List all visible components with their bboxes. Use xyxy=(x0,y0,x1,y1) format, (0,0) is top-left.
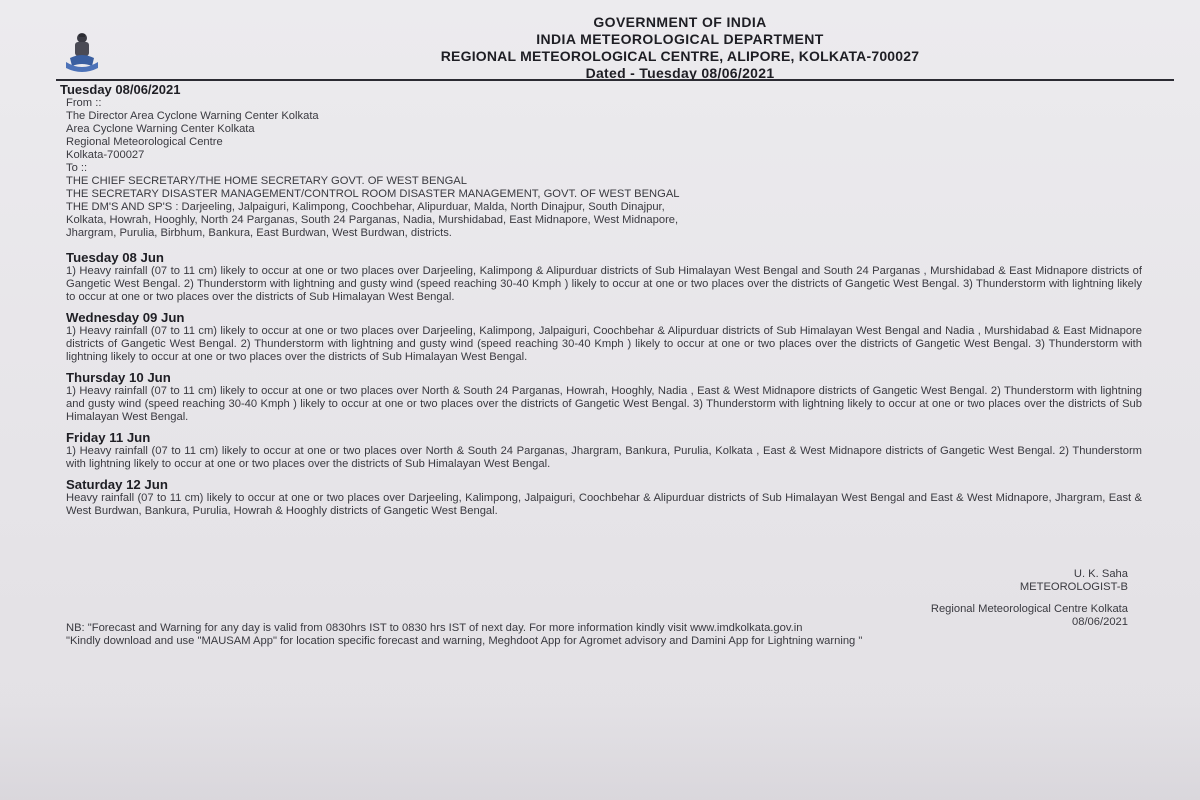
forecast-text: 1) Heavy rainfall (07 to 11 cm) likely to occur at one or two places over North & South 24 Parganas, Jhargram, Bankura, Purulia, Kolkata , East & West Midnapore districts of Gangetic West Bengal. 2) Thunderstorm with lightning likely to occur at one or two places over the districts of Sub Himalayan West Bengal. xyxy=(66,445,1142,470)
forecast-text: 1) Heavy rainfall (07 to 11 cm) likely to occur at one or two places over North & South 24 Parganas, Howrah, Hooghly, Nadia , East & West Midnapore districts of Gangetic West Bengal. 2) Thunderstorm with lightning and gusty wind (speed reaching 30-40 Kmph ) likely to occur at one or two places over the districts of Gangetic West Bengal. 3) Thunderstorm with lightning likely to occur at one or two places over the districts of Sub Himalayan West Bengal. xyxy=(66,385,1142,423)
letterhead-line-department: INDIA METEOROLOGICAL DEPARTMENT xyxy=(536,31,824,47)
to-line: Jhargram, Purulia, Birbhum, Bankura, East Burdwan, West Burdwan, districts. xyxy=(66,227,452,239)
to-line: THE DM'S AND SP'S : Darjeeling, Jalpaiguri, Kalimpong, Coochbehar, Alipurduar, Malda, North Dinajpur, South Dinajpur, xyxy=(66,201,665,213)
nb-note: NB: "Forecast and Warning for any day is valid from 0830hrs IST to 0830 hrs IST of next day. For more information kindly visit www.imdkolkata.gov.in xyxy=(66,622,803,634)
to-line: THE CHIEF SECRETARY/THE HOME SECRETARY GOVT. OF WEST BENGAL xyxy=(66,175,467,187)
forecast-day-heading: Thursday 10 Jun xyxy=(66,370,171,385)
forecast-text: Heavy rainfall (07 to 11 cm) likely to occur at one or two places over Darjeeling, Kalimpong, Jalpaiguri, Coochbehar & Alipurduar districts of Sub Himalayan West Bengal and East & West Midnapore, Jhargram, East & West Burdwan, Bankura, Purulia, Howrah & Hooghly districts of Gangetic West Bengal. xyxy=(66,492,1142,517)
forecast-day-heading: Friday 11 Jun xyxy=(66,430,151,445)
to-label: To :: xyxy=(66,162,88,174)
to-line: Kolkata, Howrah, Hooghly, North 24 Parganas, South 24 Parganas, Nadia, Murshidabad, East Midnapore, West Midnapore, xyxy=(66,214,679,226)
signature-block xyxy=(1020,568,1128,594)
header-divider xyxy=(56,79,1174,81)
date-heading: Tuesday 08/06/2021 xyxy=(60,82,181,97)
forecast-day-heading: Saturday 12 Jun xyxy=(66,477,168,492)
from-line: Regional Meteorological Centre xyxy=(66,136,223,148)
page-shadow xyxy=(0,700,1200,800)
letterhead xyxy=(180,14,1180,82)
to-line: THE SECRETARY DISASTER MANAGEMENT/CONTROL ROOM DISASTER MANAGEMENT, GOVT. OF WEST BENGAL xyxy=(66,188,680,200)
letter-body xyxy=(60,82,1142,518)
from-line: The Director Area Cyclone Warning Center Kolkata xyxy=(66,110,319,122)
signatory-name: U. K. Saha xyxy=(1073,568,1128,580)
from-line: Kolkata-700027 xyxy=(66,149,145,161)
national-emblem-icon xyxy=(58,28,106,76)
from-line: Area Cyclone Warning Center Kolkata xyxy=(66,123,255,135)
issuing-centre-name: Regional Meteorological Centre Kolkata xyxy=(930,603,1128,615)
forecast-day-heading: Tuesday 08 Jun xyxy=(66,250,164,265)
letterhead-line-centre: REGIONAL METEOROLOGICAL CENTRE, ALIPORE, KOLKATA-700027 xyxy=(440,48,920,64)
letterhead-line-government: GOVERNMENT OF INDIA xyxy=(593,14,767,30)
letterhead-line-dated: Dated - Tuesday 08/06/2021 xyxy=(585,65,775,81)
apps-note: "Kindly download and use "MAUSAM App" for location specific forecast and warning, Meghdoot App for Agromet advisory and Damini App for Lightning warning " xyxy=(66,635,863,647)
forecast-text: 1) Heavy rainfall (07 to 11 cm) likely to occur at one or two places over Darjeeling, Kalimpong, Jalpaiguri, Coochbehar & Alipurduar districts of Sub Himalayan West Bengal and Nadia , Murshidabad & East Midnapore districts of Gangetic West Bengal. 2) Thunderstorm with lightning and gusty wind (speed reaching 30-40 Kmph ) likely to occur at one or two places over the districts of Gangetic West Bengal. 3) Thunderstorm with lightning likely to occur at one or two places over the districts of Sub Himalayan West Bengal. xyxy=(66,325,1142,363)
notes-block xyxy=(66,622,1146,648)
from-block xyxy=(66,97,1142,162)
issuing-date: 08/06/2021 xyxy=(1072,616,1128,628)
to-block xyxy=(66,162,1142,240)
forecast-day-heading: Wednesday 09 Jun xyxy=(66,310,185,325)
from-label: From :: xyxy=(66,97,102,109)
forecast-text: 1) Heavy rainfall (07 to 11 cm) likely to occur at one or two places over Darjeeling, Kalimpong & Alipurduar districts of Sub Himalayan West Bengal and South 24 Parganas , Murshidabad & East Midnapore districts of Gangetic West Bengal. 2) Thunderstorm with lightning and gusty wind (speed reaching 30-40 Kmph ) likely to occur at one or two places over the districts of Gangetic West Bengal. 3) Thunderstorm with lightning likely to occur at one or two places over the districts of Sub Himalayan West Bengal. xyxy=(66,265,1142,303)
signatory-title: METEOROLOGIST-B xyxy=(1019,581,1128,593)
